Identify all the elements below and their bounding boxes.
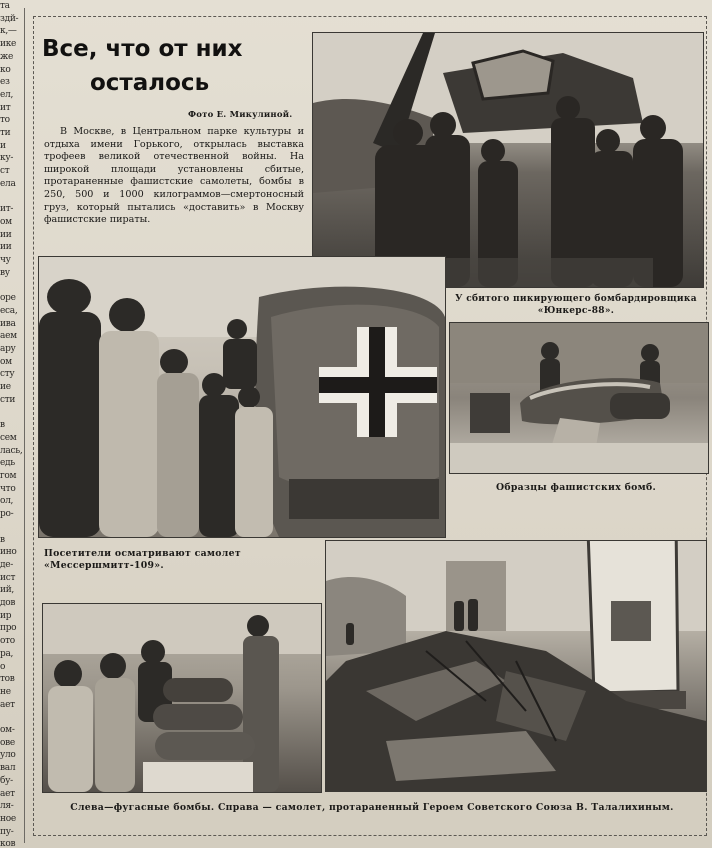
adjacent-column-line: гом [0,471,17,482]
adjacent-column-line: ом [0,356,12,367]
article-body: В Москве, в Центральном парке культуры и отдыха имени Горького, открылась выставка трофеев великой отечественной войны. На широкой площади установлены сбитые, протараненные фашистские самолеты, бомбы в 250, 500 и 1000 килограммов—смертоносный груз, который пытались «доставить» в Москву фашистские пираты. [44,126,304,226]
adjacent-column-line: то [0,115,10,126]
adjacent-column-line [0,521,22,534]
adjacent-column-line: де- [0,559,14,570]
caption-bottom: Слева—фугасные бомбы. Справа — самолет, протараненный Героем Советского Союза В. Талалихиным. [70,802,674,813]
adjacent-column-line: ро- [0,509,14,520]
adjacent-column-line [0,191,22,204]
adjacent-column-line: же [0,51,14,62]
photo-credit: Фото Е. Микулиной. [188,110,293,120]
adjacent-column-line: к,— [0,26,17,37]
adjacent-column-line: ару [0,343,16,354]
photo-messerschmitt-image [39,257,445,537]
adjacent-column-line: еса, [0,305,18,316]
adjacent-column-line [0,407,22,420]
adjacent-column-line: не [0,686,11,697]
adjacent-column-line: ает [0,788,15,799]
adjacent-column-line: что [0,483,16,494]
adjacent-column-line: о [0,661,6,672]
adjacent-column-line: ез [0,77,10,88]
adjacent-column-line: в [0,420,5,431]
adjacent-column-line: ир [0,610,12,621]
photo-talalikhin-wreck [325,540,707,792]
adjacent-column-line: ом [0,216,12,227]
adjacent-column-line: чу [0,255,11,266]
photo-messerschmitt [38,256,446,538]
headline-block [38,30,308,255]
column-rule [24,8,25,843]
article-title [42,32,304,100]
adjacent-column-line: ол, [0,496,14,507]
caption-messerschmitt: Посетители осматривают самолет «Мессершмитт-109». [44,548,241,571]
adjacent-column-line [0,279,22,292]
adjacent-column-line: ко [0,64,11,75]
photo-talalikhin-wreck-image [326,541,706,791]
adjacent-column-line: сти [0,394,16,405]
adjacent-column-line: ст [0,166,10,177]
adjacent-column-line: и [0,140,6,151]
adjacent-column-line: ом- [0,725,15,736]
adjacent-column-line: пу- [0,826,14,837]
adjacent-column-line: ист [0,572,16,583]
adjacent-column-fragment [0,0,22,848]
adjacent-column-line: ии [0,229,12,240]
adjacent-column-line: оре [0,293,16,304]
caption-bombs: Образцы фашистских бомб. [495,482,657,493]
adjacent-column-line: ра, [0,648,14,659]
photo-junkers-visitors [312,32,704,288]
adjacent-column-line: ике [0,39,17,50]
title-line-2: осталось [90,70,210,96]
adjacent-column-line: ие [0,382,11,393]
adjacent-column-line: ков [0,839,16,848]
adjacent-column-line: ото [0,636,15,647]
adjacent-column-line: дов [0,598,16,609]
adjacent-column-line: ий, [0,585,14,596]
adjacent-column-line: здй- [0,13,19,24]
adjacent-column-line: ела [0,178,16,189]
adjacent-column-line: ино [0,547,17,558]
adjacent-column-line: бу- [0,775,13,786]
photo-bomb-samples-image [450,323,708,473]
adjacent-column-line: ает [0,699,15,710]
adjacent-column-line: ля- [0,801,14,812]
adjacent-column-line: ное [0,814,16,824]
adjacent-column-line: в [0,534,5,545]
photo-junkers-visitors-image [313,33,703,287]
adjacent-column-line: вал [0,763,16,774]
caption-junkers: У сбитого пикирующего бомбардировщика «Юнкерс-88». [455,294,697,316]
adjacent-column-line: ии [0,242,12,253]
adjacent-column-line: про [0,623,17,634]
adjacent-column-line: едь [0,458,15,469]
adjacent-column-line [0,711,22,724]
title-line-1: Все, что от них [42,36,243,62]
adjacent-column-line: тов [0,674,15,685]
adjacent-column-line: ти [0,128,11,139]
photo-explosive-bombs-image [43,604,321,792]
adjacent-column-line: ит [0,102,11,113]
adjacent-column-line: лась, [0,445,22,456]
adjacent-column-line: сту [0,369,15,380]
adjacent-column-line: ит- [0,204,14,215]
adjacent-column-line: ку- [0,153,14,164]
adjacent-column-line: аем [0,331,17,342]
adjacent-column-line: ове [0,737,15,748]
adjacent-column-line: ива [0,318,16,329]
adjacent-column-line: сем [0,432,17,443]
photo-explosive-bombs [42,603,322,793]
adjacent-column-line: уло [0,750,16,761]
adjacent-column-line: ву [0,267,10,278]
adjacent-column-line: ел, [0,89,14,100]
photo-bomb-samples [449,322,709,474]
adjacent-column-line: та [0,1,10,11]
